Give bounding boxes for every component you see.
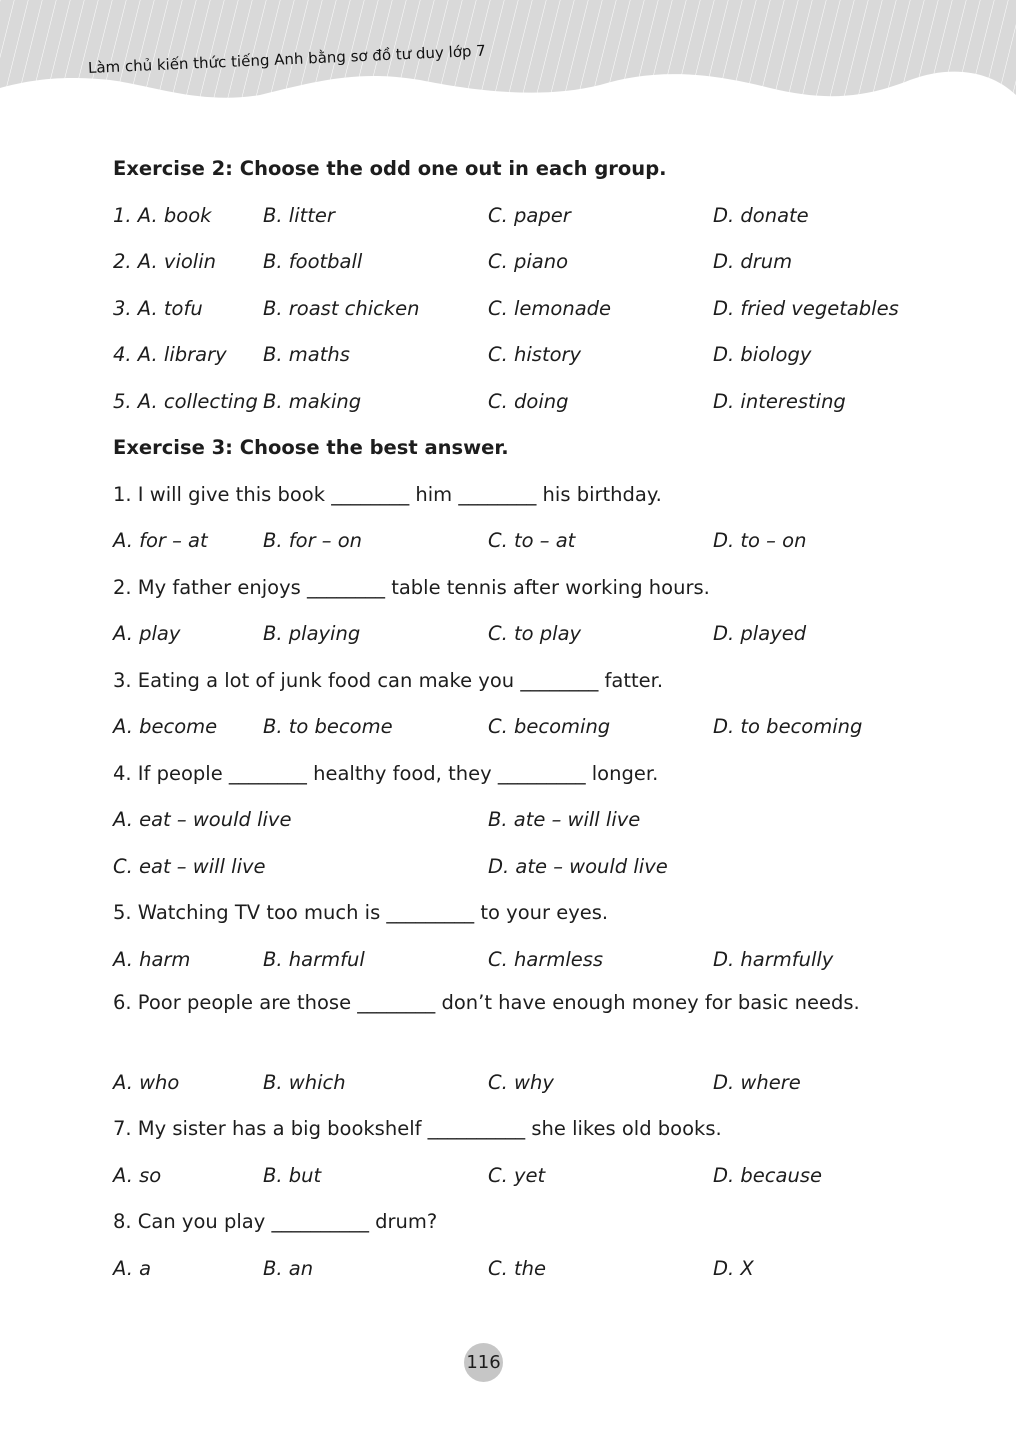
options-row [113, 291, 913, 338]
option-a: A. play [113, 622, 181, 645]
option-b: B. football [263, 250, 363, 273]
option-a: 2. A. violin [113, 250, 216, 273]
option-b: B. making [263, 389, 362, 413]
option-b: B. an [263, 1256, 314, 1280]
options-row [113, 244, 913, 291]
option-c: C. why [488, 1070, 554, 1094]
option-a: A. so [113, 1163, 162, 1187]
option-c: C. doing [488, 389, 569, 413]
options-row [113, 1158, 913, 1205]
question-text: 2. My father enjoys ________ table tennis after working hours. [113, 575, 710, 599]
header-title: Làm chủ kiến thức tiếng Anh bằng sơ đồ tư duy lớp 7 [87, 41, 487, 77]
option-c: C. the [488, 1256, 547, 1280]
options-row [113, 709, 913, 756]
question-text: 4. If people ________ healthy food, they _________ longer. [113, 761, 659, 785]
option-d: D. drum [713, 250, 793, 273]
option-a: 3. A. tofu [113, 296, 203, 320]
option-a: A. become [113, 715, 218, 738]
option-d: D. to becoming [713, 715, 863, 738]
option-d: D. fried vegetables [713, 296, 899, 320]
question-text: 6. Poor people are those ________ don’t have enough money for basic needs. [113, 991, 860, 1014]
option-c: C. becoming [488, 715, 611, 738]
option-c: C. eat – will live [113, 854, 266, 878]
option-d: D. because [713, 1163, 822, 1187]
option-b: B. harmful [263, 947, 365, 971]
question-text: 5. Watching TV too much is _________ to your eyes. [113, 901, 609, 924]
question-text: 3. Eating a lot of junk food can make you ________ fatter. [113, 668, 664, 692]
options-row [113, 337, 913, 384]
option-b: B. to become [263, 715, 393, 738]
option-b: B. maths [263, 343, 350, 366]
option-d: D. ate – would live [488, 854, 668, 878]
option-c: C. to – at [488, 529, 576, 552]
option-a: A. harm [113, 947, 191, 971]
option-a: 1. A. book [113, 203, 212, 227]
option-b: B. but [263, 1163, 322, 1187]
option-b: B. ate – will live [488, 808, 641, 831]
exercise3-title: Exercise 3: Choose the best answer. [113, 436, 509, 459]
option-a: A. who [113, 1070, 180, 1094]
exercise2-list [113, 198, 913, 431]
question-text: 7. My sister has a big bookshelf __________ she likes old books. [113, 1117, 722, 1140]
option-d: D. biology [713, 343, 812, 366]
option-b: B. which [263, 1070, 346, 1094]
option-c: C. history [488, 343, 582, 366]
option-d: D. X [713, 1256, 754, 1280]
option-d: D. donate [713, 203, 809, 227]
question-text: 1. I will give this book ________ him ________ his birthday. [113, 482, 662, 506]
option-c: C. harmless [488, 947, 604, 971]
options-row [113, 1065, 913, 1112]
page-number: 116 [464, 1343, 503, 1382]
exercise3-list [113, 477, 913, 1298]
option-b: B. playing [263, 622, 361, 645]
option-d: D. harmfully [713, 947, 834, 971]
option-d: D. to – on [713, 529, 807, 552]
option-c: C. yet [488, 1163, 546, 1187]
option-b: B. litter [263, 203, 335, 227]
option-b: B. for – on [263, 529, 363, 552]
options-row [113, 616, 913, 663]
option-d: D. interesting [713, 389, 846, 413]
option-c: C. paper [488, 203, 571, 227]
options-row [113, 523, 913, 570]
option-a: A. eat – would live [113, 808, 292, 831]
question-text: 8. Can you play __________ drum? [113, 1210, 438, 1233]
options-row [113, 1251, 913, 1298]
options-row [113, 849, 913, 896]
options-row [113, 384, 913, 431]
option-c: C. to play [488, 622, 582, 645]
options-row [113, 942, 913, 989]
options-row [113, 198, 913, 245]
option-a: A. for – at [113, 529, 208, 552]
option-d: D. played [713, 622, 807, 645]
options-row [113, 802, 913, 849]
option-d: D. where [713, 1070, 801, 1094]
option-a: 4. A. library [113, 343, 227, 366]
exercise-content [113, 151, 913, 1297]
option-a: 5. A. collecting [113, 389, 258, 413]
option-c: C. lemonade [488, 296, 612, 320]
option-b: B. roast chicken [263, 296, 420, 320]
option-a: A. a [113, 1256, 152, 1280]
exercise2-title: Exercise 2: Choose the odd one out in each group. [113, 157, 667, 180]
option-c: C. piano [488, 250, 569, 273]
